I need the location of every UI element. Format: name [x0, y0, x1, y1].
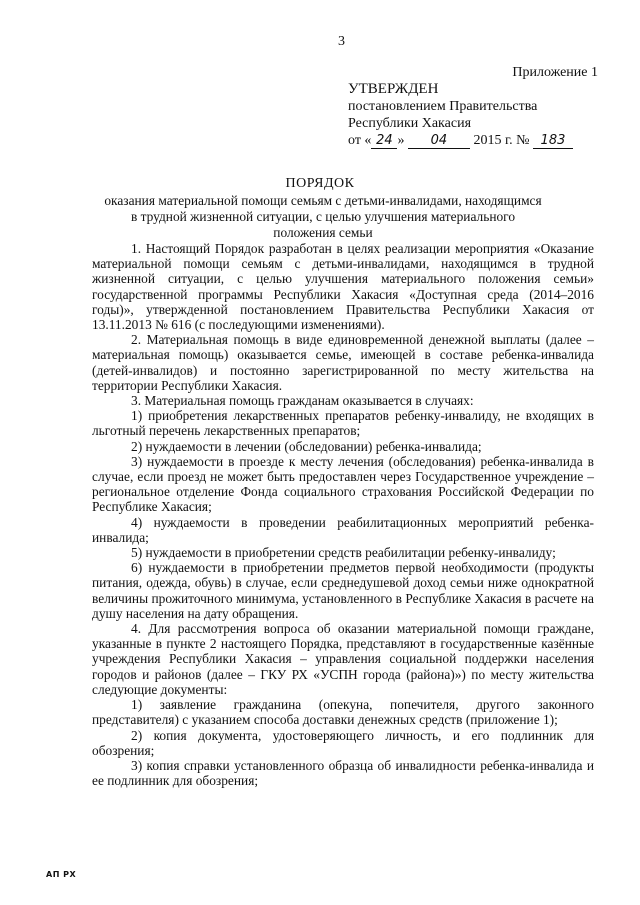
paragraph: 4) нуждаемости в проведении реабилитационных мероприятий ребенка-инвалида;	[92, 514, 594, 545]
appendix-label: Приложение 1	[512, 65, 598, 80]
page-number: 3	[338, 34, 345, 49]
handwritten-day: 24	[371, 134, 397, 149]
date-prefix: от «	[348, 133, 372, 148]
paragraph: 2) нуждаемости в лечении (обследовании) ребенка-инвалида;	[131, 438, 482, 454]
approval-block	[348, 64, 598, 149]
document-subtitle: оказания материальной помощи семьям с детьми-инвалидами, находящимся в трудной жизненной ситуации, с целью улучшения материального положения семьи	[104, 193, 542, 240]
paragraph: 4. Для рассмотрения вопроса об оказании материальной помощи граждане, указанные в пункте 2 настоящего Порядка, представляют в государственные казённые учреждения Республики Хакасия – управления социальной поддержки населения городов и районов (далее – ГКУ РХ «УСПН города (района)») по месту жительства следующие документы:	[92, 621, 594, 697]
paragraph: 5) нуждаемости в приобретении средств реабилитации ребенку-инвалиду;	[131, 545, 556, 561]
approval-line-2: Республики Хакасия	[348, 116, 472, 131]
approval-line-1: постановлением Правительства	[348, 99, 538, 114]
date-year: 2015 г. №	[473, 133, 530, 148]
document-body	[92, 241, 594, 788]
handwritten-number: 183	[533, 134, 573, 149]
paragraph: 3) нуждаемости в проезде к месту лечения (обследования) ребенка-инвалида в случае, если проезд не может быть предоставлен через Государственное учреждение – региональное отделение Фонда социального страхования Российской Федерации по Республике Хакасия;	[92, 453, 594, 515]
paragraph: 1) приобретения лекарственных препаратов ребенку-инвалиду, не входящих в льготный перечень лекарственных препаратов;	[92, 408, 594, 439]
paragraph: 6) нуждаемости в приобретении предметов первой необходимости (продукты питания, одежда, обувь) в случае, если среднедушевой доход семьи ниже однократной величины прожиточного минимума, установленного в Республике Хакасия в расчете на душу населения на дату обращения.	[92, 560, 594, 621]
paragraph: 2. Материальная помощь в виде единовременной денежной выплаты (далее – материальная помощь) оказывается семье, имеющей в составе ребенка-инвалида (детей-инвалидов) и постоянно зарегистрированной по месту жительства на территории Республики Хакасия.	[92, 332, 594, 393]
paragraph: 1) заявление гражданина (опекуна, попечителя, другого законного представителя) с указанием способа доставки денежных средств (приложение 1);	[92, 697, 594, 728]
paragraph: 3) копия справки установленного образца об инвалидности ребенка-инвалида и ее подлинник для обозрения;	[92, 757, 594, 789]
paragraph: 1. Настоящий Порядок разработан в целях реализации мероприятия «Оказание материальной помощи семьям с детьми-инвалидами, находящимся в трудной жизненной ситуации, с целью улучшения материального положения семьи» государственной программы Республики Хакасия «Доступная среда (2014–2016 годы)», утвержденной постановлением Правительства Республики Хакасия от 13.11.2013 № 616 (с последующими изменениями).	[92, 241, 594, 333]
document-title: ПОРЯДОК	[285, 176, 355, 191]
approved-heading: УТВЕРЖДЕН	[348, 81, 439, 97]
paragraph: 2) копия документа, удостоверяющего личность, и его подлинник для обозрения;	[92, 727, 594, 758]
approval-date	[348, 132, 598, 149]
paragraph: 3. Материальная помощь гражданам оказывается в случаях:	[131, 393, 474, 409]
footer-stamp: АП РХ	[46, 870, 77, 879]
date-mid: »	[397, 133, 405, 148]
handwritten-month: 04	[408, 134, 470, 149]
